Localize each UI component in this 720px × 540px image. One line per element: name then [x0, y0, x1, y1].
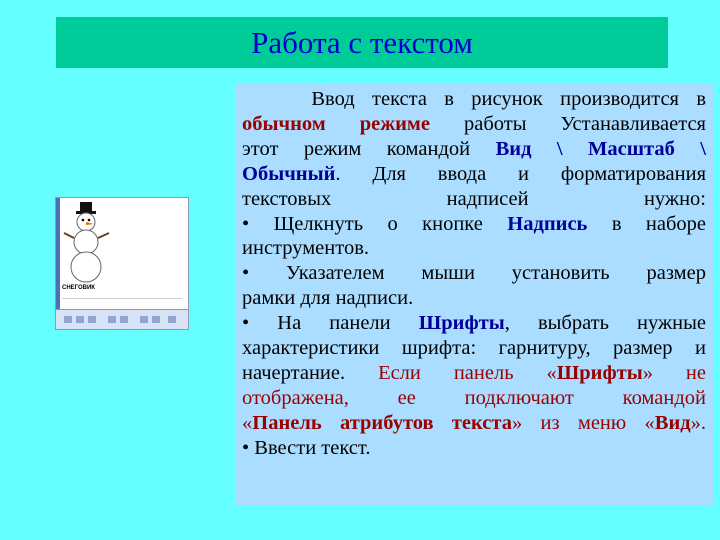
text-line: обычном режиме работы Устанавливается	[242, 112, 706, 135]
slide-title: Работа с текстом	[251, 25, 473, 60]
toolbar-button-icon	[64, 316, 72, 323]
text-line: • На панели Шрифты, выбрать нужные	[242, 312, 707, 335]
thumbnail-caption: СНЕГОВИК	[62, 285, 95, 291]
title-bar	[56, 17, 668, 68]
thumbnail-toolbar	[56, 309, 188, 330]
toolbar-button-icon	[152, 316, 160, 323]
text-line: • Ввести текст.	[242, 436, 371, 459]
text-line: текстовых надписей нужно:	[242, 187, 706, 210]
snowman-screenshot-thumbnail	[55, 197, 189, 330]
text-panel	[235, 84, 714, 505]
text-line: этот режим командой Вид \ Масштаб \	[242, 137, 707, 160]
toolbar-button-icon	[168, 316, 176, 323]
text-line: • Щелкнуть о кнопке Надпись в наборе	[242, 212, 707, 235]
text-line: Ввод текста в рисунок производится в	[311, 88, 707, 110]
snowman-icon	[62, 200, 122, 290]
thumbnail-divider	[62, 298, 182, 299]
text-line: Обычный. Для ввода и форматирования	[242, 162, 706, 185]
toolbar-button-icon	[76, 316, 84, 323]
text-line: отображена, ее подключают командой	[242, 386, 706, 409]
toolbar-button-icon	[140, 316, 148, 323]
text-line: начертание. Если панель «Шрифты» не	[242, 361, 706, 384]
text-line: «Панель атрибутов текста» из меню «Вид».	[242, 411, 706, 434]
toolbar-button-icon	[88, 316, 96, 323]
text-line: • Указателем мыши установить размер	[242, 262, 706, 285]
toolbar-button-icon	[120, 316, 128, 323]
text-line: рамки для надписи.	[242, 287, 414, 310]
toolbar-button-icon	[108, 316, 116, 323]
text-line: инструментов.	[242, 237, 369, 260]
text-line: характеристики шрифта: гарнитуру, размер и	[242, 337, 706, 360]
instructions-text	[242, 87, 706, 461]
